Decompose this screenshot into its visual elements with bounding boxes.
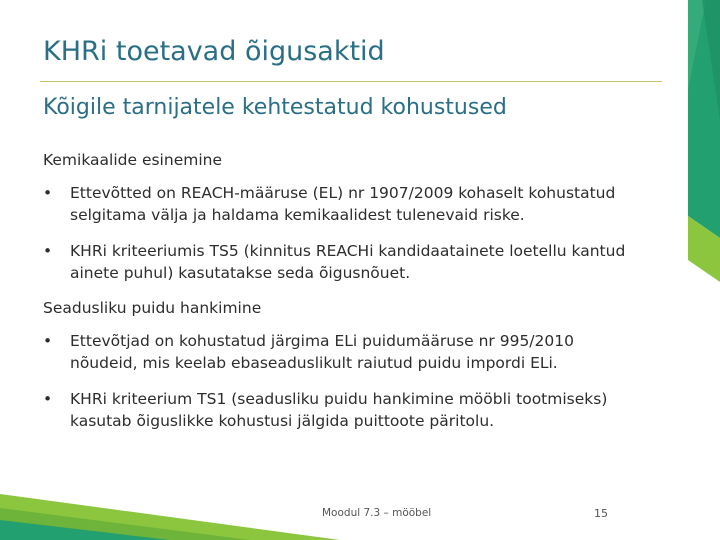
list-item [43, 330, 643, 374]
bullet-text: KHRi kriteerium TS1 (seadusliku puidu hankimine mööbli tootmiseks) kasutab õiguslikke kohustusi jälgida puittoote päritolu. [70, 390, 608, 430]
bullet-list [43, 182, 643, 284]
slide-title: KHRi toetavad õigusaktid [43, 36, 385, 67]
section-heading: Kemikaalide esinemine [43, 151, 222, 169]
bullet-list [43, 330, 643, 432]
list-item [43, 182, 643, 226]
section-legal-timber [43, 298, 643, 432]
slide-subtitle: Kõigile tarnijatele kehtestatud kohustused [43, 95, 507, 120]
bullet-icon: • [43, 242, 53, 260]
bullet-icon: • [43, 184, 53, 202]
list-item [43, 388, 643, 432]
decorative-swoosh-bottom [0, 470, 340, 540]
slide-content [43, 150, 643, 446]
section-heading: Seadusliku puidu hankimine [43, 299, 262, 317]
bullet-text: Ettevõtted on REACH-määruse (EL) nr 1907/2009 kohaselt kohustatud selgitama välja ja haldama kemikaalidest tulenevaid riske. [70, 184, 616, 224]
list-item [43, 240, 643, 284]
bullet-text: Ettevõtjad on kohustatud järgima ELi puidumääruse nr 995/2010 nõudeid, mis keelab ebaseaduslikult raiutud puidu impordi ELi. [70, 332, 574, 372]
title-divider [40, 81, 662, 82]
section-chemicals [43, 150, 643, 284]
page-number: 15 [594, 507, 608, 520]
bullet-icon: • [43, 332, 53, 350]
bullet-icon: • [43, 390, 53, 408]
decorative-stripe-right [672, 0, 720, 540]
bullet-text: KHRi kriteeriumis TS5 (kinnitus REACHi kandidaatainete loetellu kantud ainete puhul) kasutatakse seda õigusnõuet. [70, 242, 626, 282]
footer-module-label: Moodul 7.3 – mööbel [322, 507, 432, 519]
